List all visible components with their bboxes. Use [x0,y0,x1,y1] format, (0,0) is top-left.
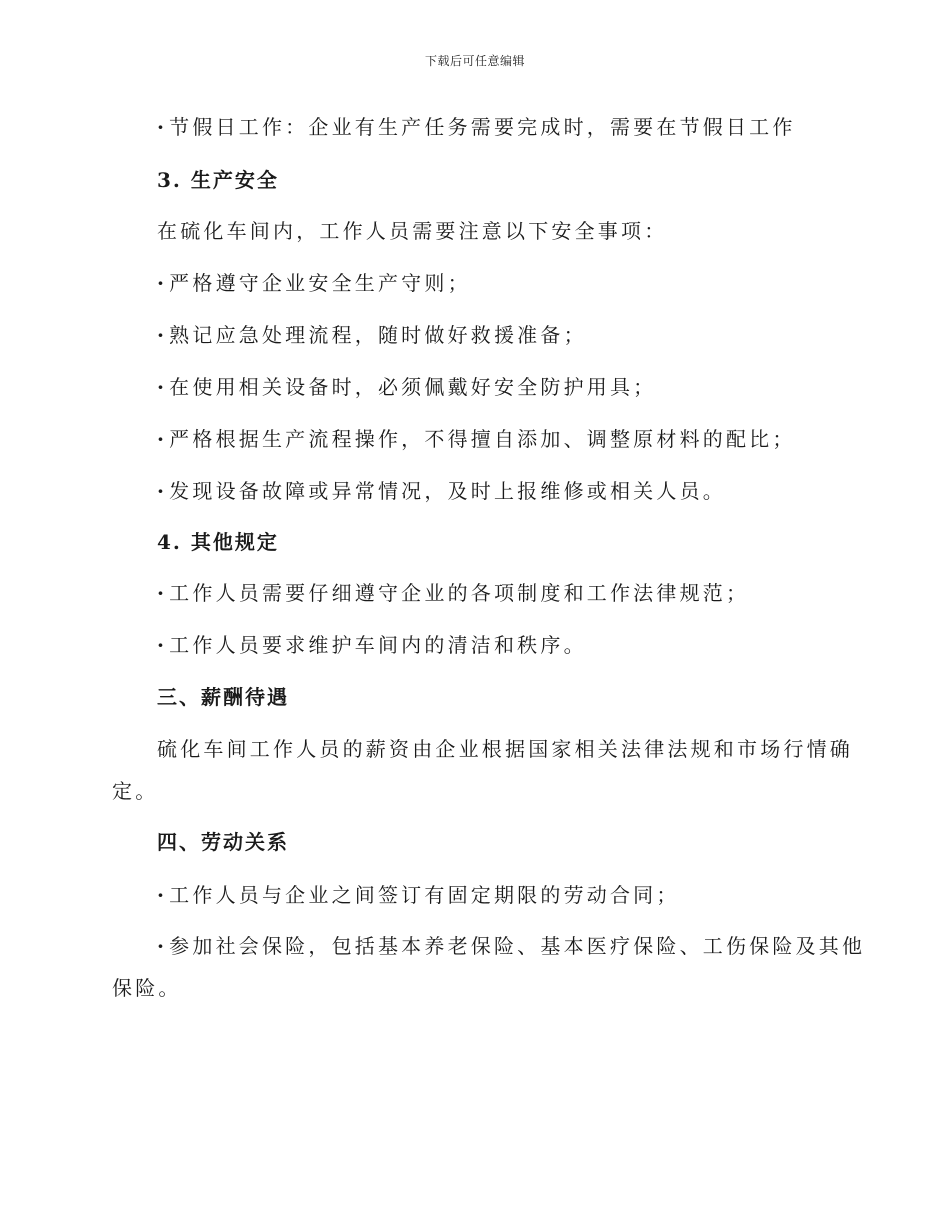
section-heading-production-safety: 3. 生产安全 [157,168,279,192]
section-heading-compensation: 三、薪酬待遇 [157,685,289,709]
section-heading-labor-relations: 四、劳动关系 [157,830,289,854]
page-header: 下载后可任意编辑 [424,54,525,68]
bullet-emergency-process: · 熟记应急处理流程，随时做好救援准备； [157,321,587,349]
bullet-process-operation: · 严格根据生产流程操作，不得擅自添加、调整原材料的配比； [157,425,796,453]
paragraph-compensation-line1: 硫化车间工作人员的薪资由企业根据国家相关法律法规和市场行情确 [157,737,853,761]
bullet-cleanliness: · 工作人员要求维护车间内的清洁和秩序。 [157,631,587,659]
paragraph-safety-intro: 在硫化车间内，工作人员需要注意以下安全事项： [157,219,668,243]
bullet-social-insurance-line2: 保险。 [112,976,182,1000]
bullet-safety-rules: · 严格遵守企业安全生产守则； [157,269,471,297]
bullet-follow-regulations: · 工作人员需要仔细遵守企业的各项制度和工作法律规范； [157,579,749,607]
section-heading-other-rules: 4. 其他规定 [157,530,279,554]
bullet-labor-contract: · 工作人员与企业之间签订有固定期限的劳动合同； [157,881,680,909]
bullet-social-insurance-line1: · 参加社会保险，包括基本养老保险、基本医疗保险、工伤保险及其他 [157,932,865,960]
bullet-report-faults: · 发现设备故障或异常情况，及时上报维修或相关人员。 [157,477,726,505]
bullet-protective-gear: · 在使用相关设备时，必须佩戴好安全防护用具； [157,373,656,401]
bullet-holiday-work: · 节假日工作：企业有生产任务需要完成时，需要在节假日工作 [157,113,796,141]
paragraph-compensation-line2: 定。 [112,779,159,803]
